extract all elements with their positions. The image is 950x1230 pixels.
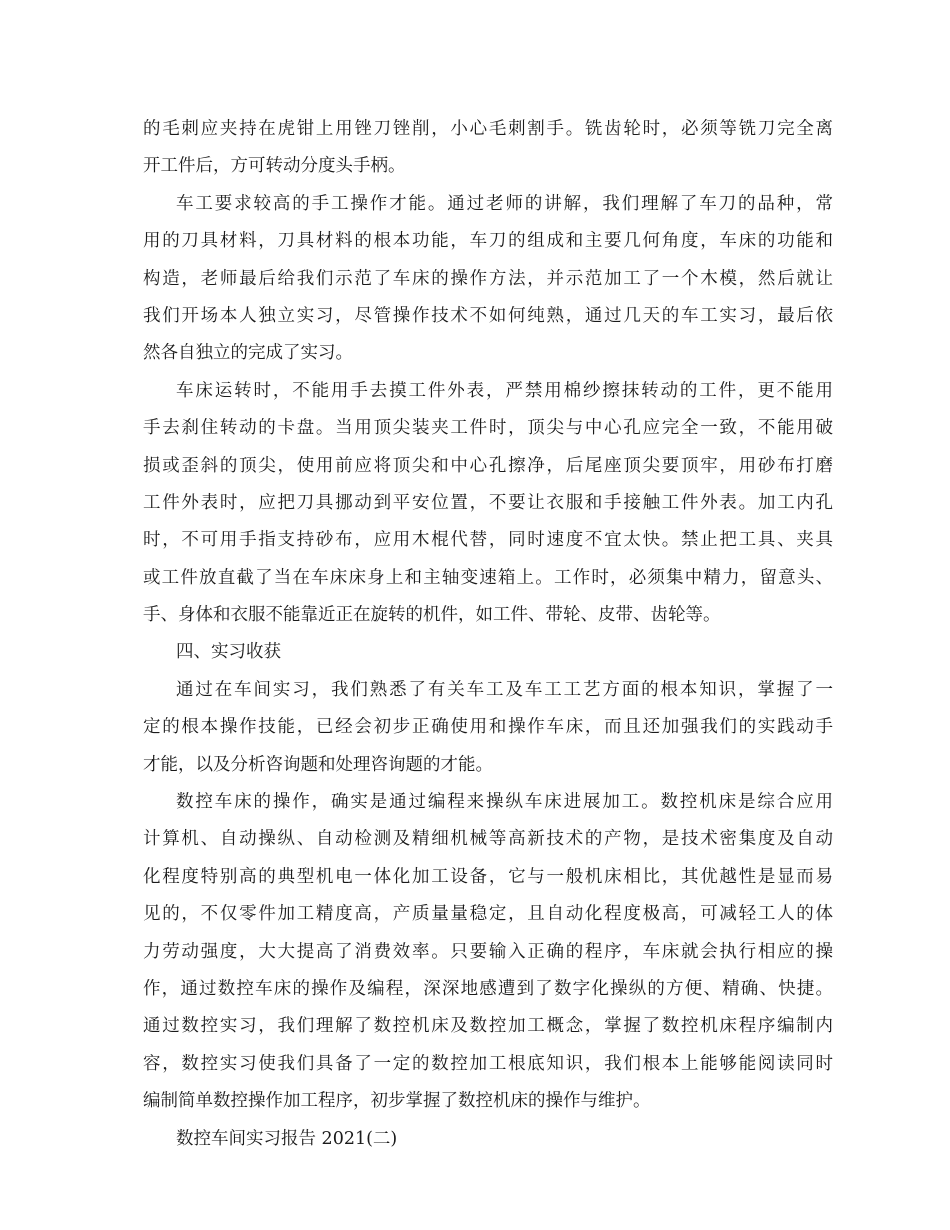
text-line: 手、身体和衣服不能靠近正在旋转的机件，如工件、带轮、皮带、齿轮等。 bbox=[143, 605, 721, 626]
section-heading bbox=[143, 634, 833, 671]
text-line: 通过数控实习，我们理解了数控机床及数控加工概念，掌握了数控机床程序编制内 bbox=[143, 1016, 833, 1037]
text-line: 然各自独立的完成了实习。 bbox=[143, 343, 353, 364]
text-line: 通过在车间实习，我们熟悉了有关车工及车工工艺方面的根本知识，掌握了一 bbox=[176, 679, 833, 700]
text-line: 构造，老师最后给我们示范了车床的操作方法，并示范加工了一个木模，然后就让 bbox=[143, 268, 833, 289]
text-line: 手去刹住转动的卡盘。当用顶尖装夹工件时，顶尖与中心孔应完全一致，不能用破 bbox=[143, 418, 833, 439]
text-line: 车床运转时，不能用手去摸工件外表，严禁用棉纱擦抹转动的工件，更不能用 bbox=[176, 380, 833, 401]
text-line: 开工件后，方可转动分度头手柄。 bbox=[143, 156, 406, 177]
text-line: 化程度特别高的典型机电一体化加工设备，它与一般机床相比，其优越性是显而易 bbox=[143, 866, 833, 887]
text-line: 力劳动强度，大大提高了消费效率。只要输入正确的程序，车床就会执行相应的操 bbox=[143, 941, 833, 962]
text-line: 数控车间实习报告 2021(二) bbox=[176, 1128, 398, 1149]
text-line: 见的，不仅零件加工精度高，产质量量稳定，且自动化程度极高，可减轻工人的体 bbox=[143, 904, 833, 925]
text-line: 定的根本操作技能，已经会初步正确使用和操作车床，而且还加强我们的实践动手 bbox=[143, 717, 833, 738]
text-line: 容，数控实习使我们具备了一定的数控加工根底知识，我们根本上能够能阅读同时 bbox=[143, 1053, 833, 1074]
section-heading bbox=[143, 1121, 833, 1158]
text-line: 编制简单数控操作加工程序，初步掌握了数控机床的操作与维护。 bbox=[143, 1091, 651, 1112]
document-body bbox=[143, 111, 833, 1158]
text-line: 时，不可用手指支持砂布，应用木棍代替，同时速度不宜太快。禁止把工具、夹具 bbox=[143, 530, 833, 551]
text-line: 作，通过数控车床的操作及编程，深深地感遭到了数字化操纵的方便、精确、快捷。 bbox=[143, 978, 833, 999]
paragraph bbox=[143, 186, 833, 373]
paragraph bbox=[143, 672, 833, 784]
text-line: 损或歪斜的顶尖，使用前应将顶尖和中心孔擦净，后尾座顶尖要顶牢，用砂布打磨 bbox=[143, 455, 833, 476]
text-line: 的毛刺应夹持在虎钳上用锉刀锉削，小心毛刺割手。铣齿轮时，必须等铣刀完全离 bbox=[143, 119, 833, 139]
text-line: 四、实习收获 bbox=[176, 642, 281, 663]
paragraph bbox=[143, 784, 833, 1121]
text-line: 工件外表时，应把刀具挪动到平安位置，不要让衣服和手接触工件外表。加工内孔 bbox=[143, 492, 833, 513]
text-line: 或工件放直截了当在车床床身上和主轴变速箱上。工作时，必须集中精力，留意头、 bbox=[143, 567, 833, 588]
text-line: 计算机、自动操纵、自动检测及精细机械等高新技术的产物，是技术密集度及自动 bbox=[143, 829, 833, 850]
text-line: 我们开场本人独立实习，尽管操作技术不如何纯熟，通过几天的车工实习，最后依 bbox=[143, 305, 833, 326]
paragraph bbox=[143, 373, 833, 635]
text-line: 才能，以及分析咨询题和处理咨询题的才能。 bbox=[143, 754, 493, 775]
paragraph bbox=[143, 111, 833, 186]
text-line: 车工要求较高的手工操作才能。通过老师的讲解，我们理解了车刀的品种，常 bbox=[176, 193, 833, 214]
text-line: 数控车床的操作，确实是通过编程来操纵车床进展加工。数控机床是综合应用 bbox=[176, 792, 833, 813]
text-line: 用的刀具材料，刀具材料的根本功能，车刀的组成和主要几何角度，车床的功能和 bbox=[143, 231, 833, 252]
